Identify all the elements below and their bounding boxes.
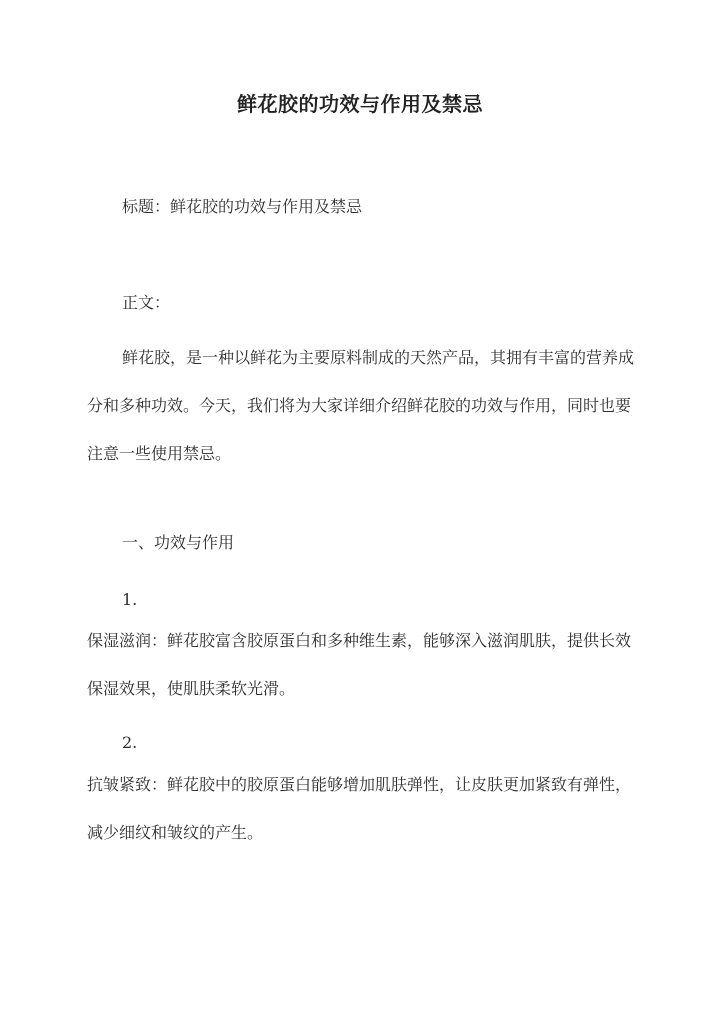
section-heading: 一、功效与作用 bbox=[122, 533, 235, 552]
item-text-1: 保湿滋润：鲜花胶富含胶原蛋白和多种维生素，能够深入滋润肌肤，提供长效保湿效果，使肌肤柔软光滑。 bbox=[87, 631, 632, 698]
item-text-2: 抗皱紧致：鲜花胶中的胶原蛋白能够增加肌肤弹性，让皮肤更加紧致有弹性，减少细纹和皱纹的产生。 bbox=[87, 775, 632, 842]
item-number-2: 2. bbox=[122, 733, 138, 752]
document-title: 鲜花胶的功效与作用及禁忌 bbox=[237, 92, 483, 116]
intro-paragraph: 鲜花胶，是一种以鲜花为主要原料制成的天然产品，其拥有丰富的营养成分和多种功效。今天，我们将为大家详细介绍鲜花胶的功效与作用，同时也要注意一些使用禁忌。 bbox=[87, 348, 635, 463]
subtitle-line: 标题：鲜花胶的功效与作用及禁忌 bbox=[122, 197, 363, 216]
item-number-1: 1. bbox=[122, 590, 138, 609]
body-label: 正文： bbox=[122, 293, 171, 312]
